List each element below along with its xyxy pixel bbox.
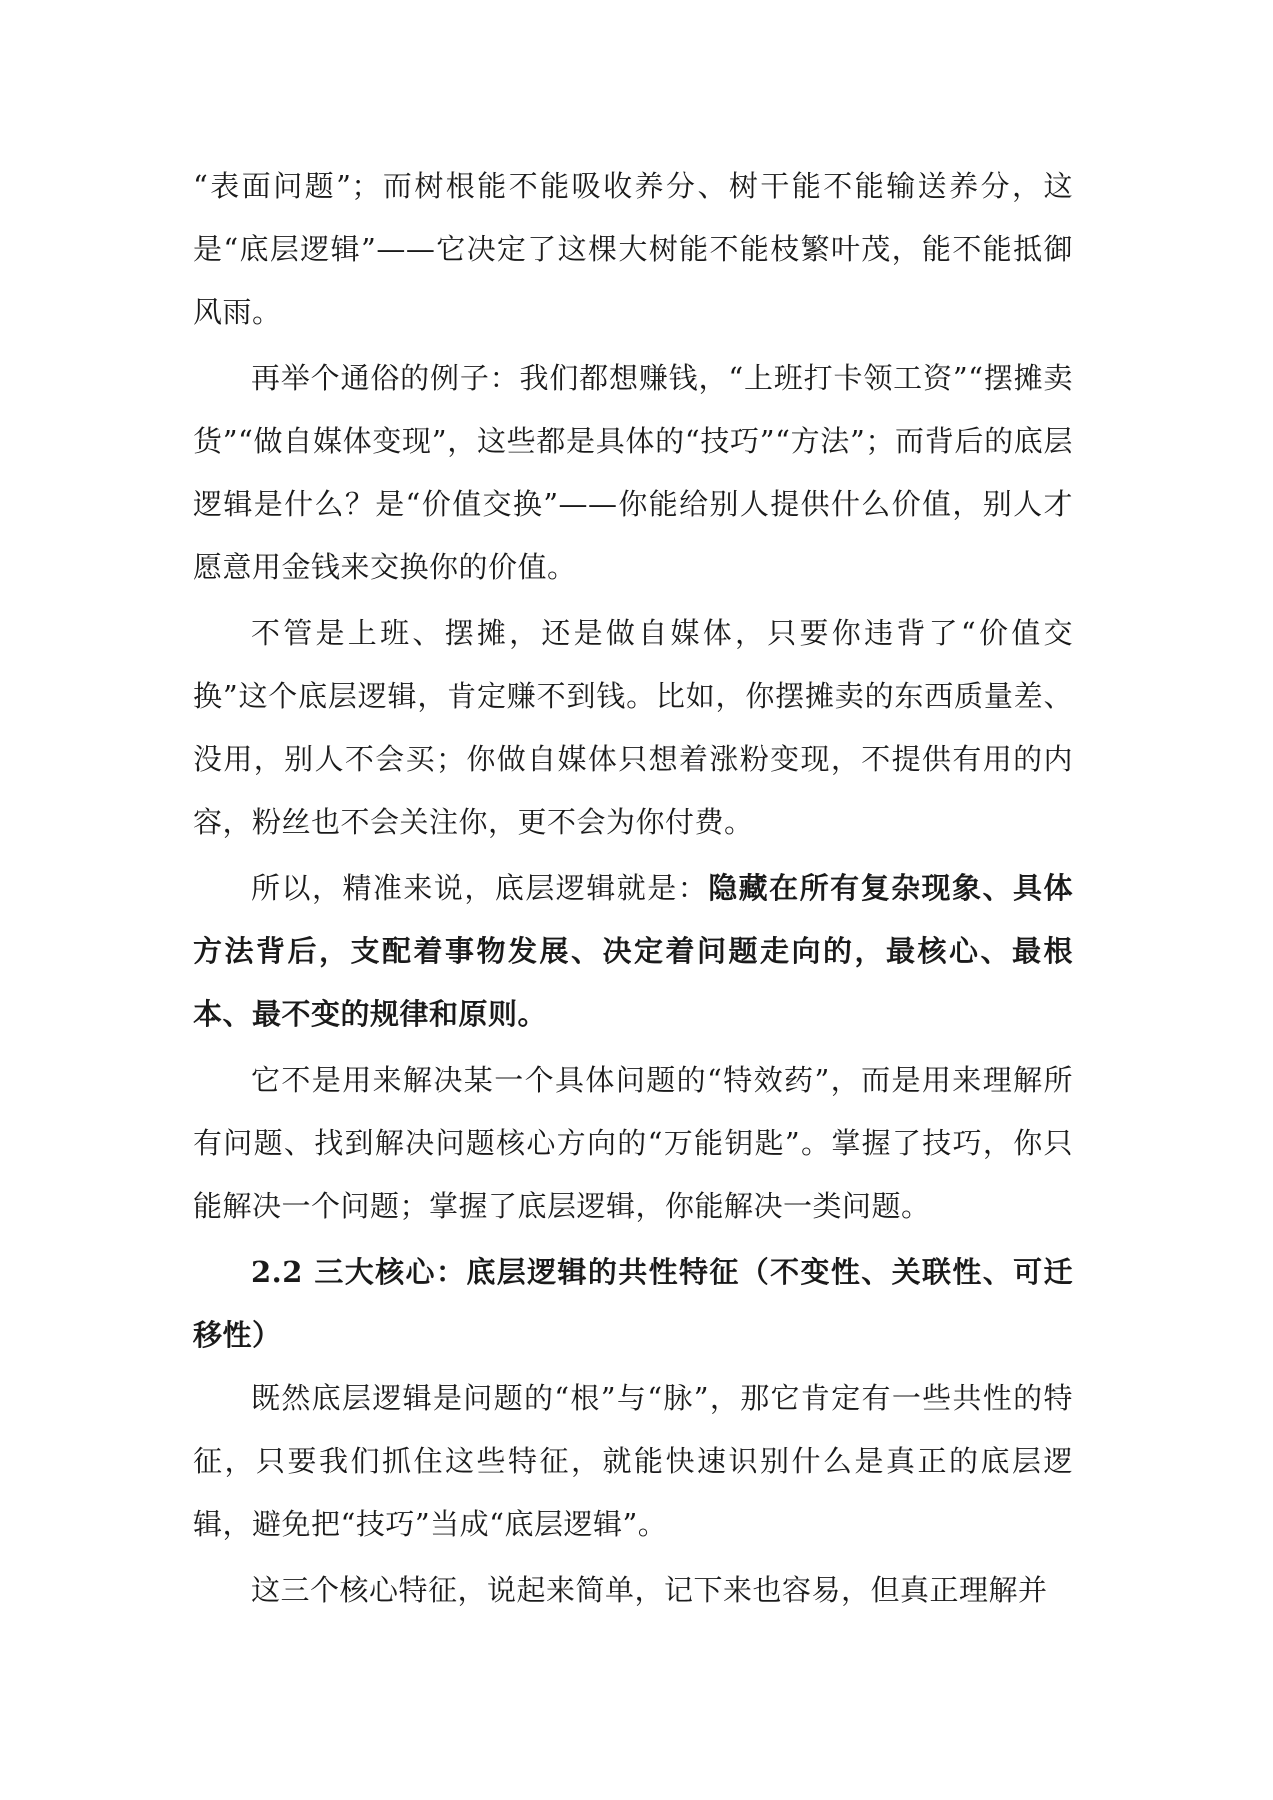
document-body (193, 155, 1073, 1622)
paragraph-definition (193, 857, 1073, 1046)
paragraph-features-intro: 既然底层逻辑是问题的“根”与“脉”，那它肯定有一些共性的特征，只要我们抓住这些特征，就能快速识别什么是真正的底层逻辑，避免把“技巧”当成“底层逻辑”。 (193, 1381, 1073, 1541)
paragraph-continued: “表面问题”；而树根能不能吸收养分、树干能不能输送养分，这是“底层逻辑”——它决定了这棵大树能不能枝繁叶茂，能不能抵御风雨。 (193, 169, 1073, 329)
paragraph-value-exchange: 不管是上班、摆摊，还是做自媒体，只要你违背了“价值交换”这个底层逻辑，肯定赚不到钱。比如，你摆摊卖的东西质量差、没用，别人不会买；你做自媒体只想着涨粉变现，不提供有用的内容，粉丝也不会关注你，更不会为你付费。 (193, 616, 1073, 839)
paragraph-master-key: 它不是用来解决某一个具体问题的“特效药”，而是用来理解所有问题、找到解决问题核心方向的“万能钥匙”。掌握了技巧，你只能解决一个问题；掌握了底层逻辑，你能解决一类问题。 (193, 1063, 1073, 1223)
section-heading: 2.2 三大核心：底层逻辑的共性特征（不变性、关联性、可迁移性） (193, 1255, 1073, 1352)
paragraph-features-trailing: 这三个核心特征，说起来简单，记下来也容易，但真正理解并 (251, 1573, 1048, 1607)
definition-bold: 隐藏在所有复杂现象、具体方法背后，支配着事物发展、决定着问题走向的，最核心、最根本、最不变的规律和原则。 (193, 871, 1073, 1031)
paragraph-example-money: 再举个通俗的例子：我们都想赚钱，“上班打卡领工资”“摆摊卖货”“做自媒体变现”，这些都是具体的“技巧”“方法”；而背后的底层逻辑是什么？是“价值交换”——你能给别人提供什么价值，别人才愿意用金钱来交换你的价值。 (193, 361, 1073, 584)
definition-lead: 所以，精准来说，底层逻辑就是： (251, 871, 709, 905)
